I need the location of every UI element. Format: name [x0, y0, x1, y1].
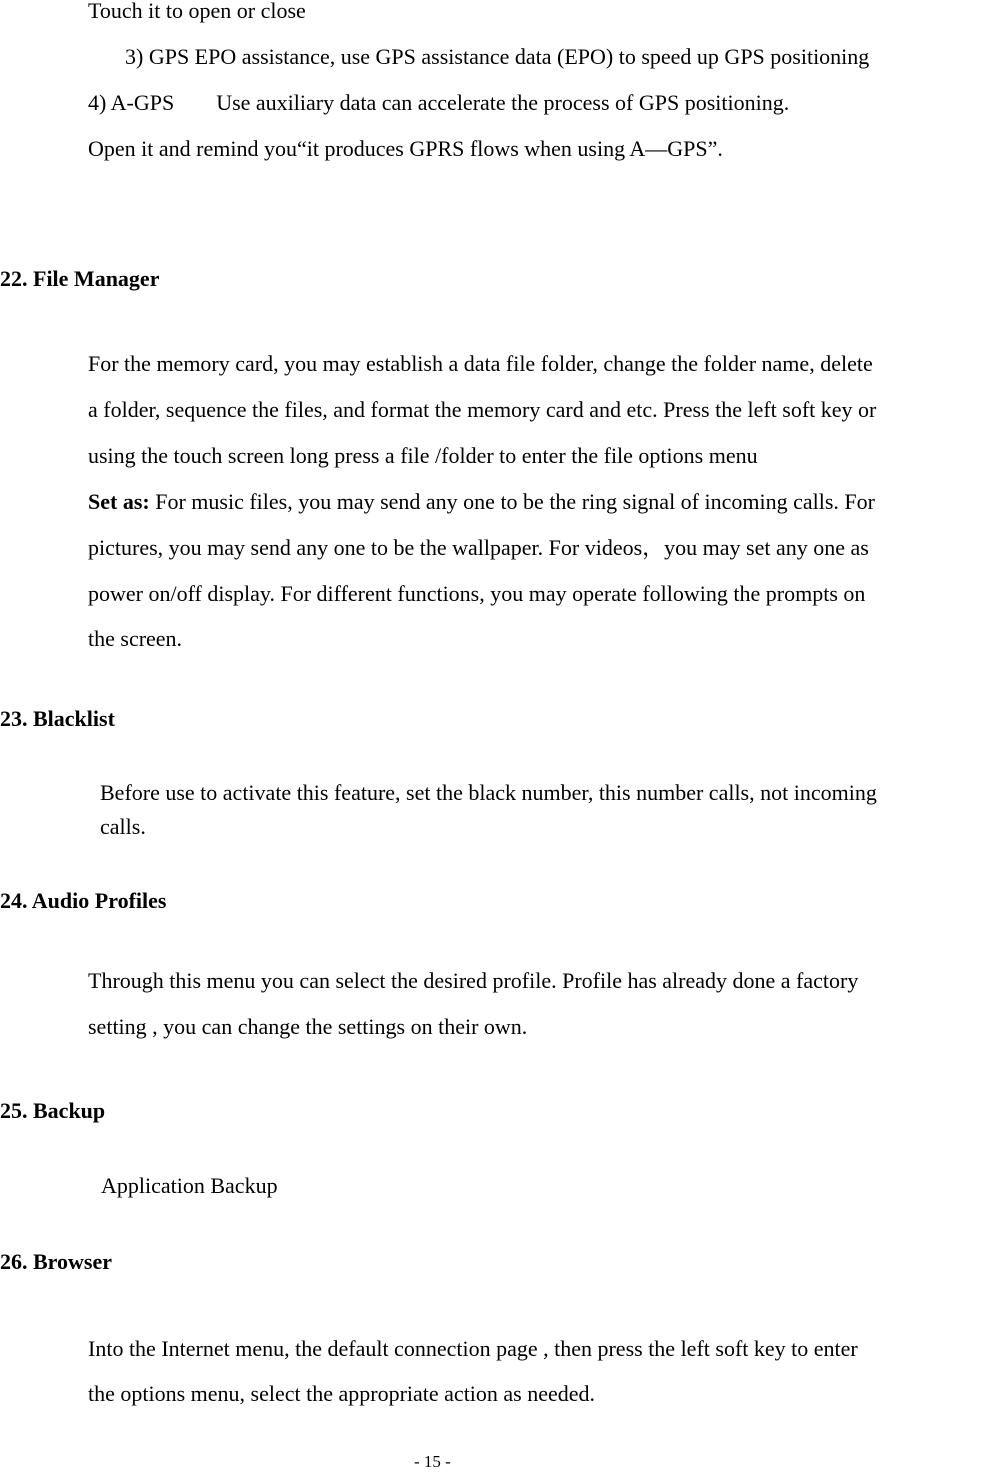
browser-line: Into the Internet menu, the default connection page , then press the left soft key to enter	[88, 1336, 858, 1361]
set-as-label: Set as:	[88, 489, 150, 514]
gps-epo-line: 3) GPS EPO assistance, use GPS assistance data (EPO) to speed up GPS positioning	[125, 44, 870, 69]
set-as-line: power on/off display. For different functions, you may operate following the prompts on	[88, 581, 866, 606]
audio-profiles-line: Through this menu you can select the desired profile. Profile has already done a factory	[88, 968, 859, 993]
set-as-line: the screen.	[88, 626, 183, 651]
browser-line: the options menu, select the appropriate action as needed.	[88, 1381, 596, 1406]
audio-profiles-line: setting , you can change the settings on their own.	[88, 1014, 528, 1039]
file-manager-line: a folder, sequence the files, and format the memory card and etc. Press the left soft key or	[88, 397, 877, 422]
gps-toggle-note: Touch it to open or close	[88, 0, 306, 23]
file-manager-line: using the touch screen long press a file /folder to enter the file options menu	[88, 443, 758, 468]
blacklist-line: Before use to activate this feature, set the black number, this number calls, not incoming	[100, 780, 877, 805]
set-as-text: For music files, you may send any one to be the ring signal of incoming calls. For	[149, 489, 875, 514]
blacklist-line: calls.	[100, 814, 146, 839]
agps-label: 4) A-GPS	[88, 90, 175, 115]
set-as-line	[88, 489, 875, 514]
file-manager-heading: 22. File Manager	[0, 266, 160, 291]
agps-line	[88, 90, 789, 115]
audio-profiles-heading: 24. Audio Profiles	[0, 888, 167, 913]
file-manager-line: For the memory card, you may establish a data file folder, change the folder name, delete	[88, 351, 873, 376]
backup-heading: 25. Backup	[0, 1098, 106, 1123]
backup-line: Application Backup	[101, 1173, 278, 1198]
page-number: - 15 -	[414, 1452, 451, 1471]
set-as-line: pictures, you may send any one to be the wallpaper. For videos，you may set any one as	[88, 535, 869, 560]
blacklist-heading: 23. Blacklist	[0, 706, 115, 731]
agps-description: Use auxiliary data can accelerate the process of GPS positioning.	[216, 90, 790, 115]
browser-heading: 26. Browser	[0, 1249, 113, 1274]
agps-reminder-line: Open it and remind you“it produces GPRS flows when using A—GPS”.	[88, 136, 723, 161]
